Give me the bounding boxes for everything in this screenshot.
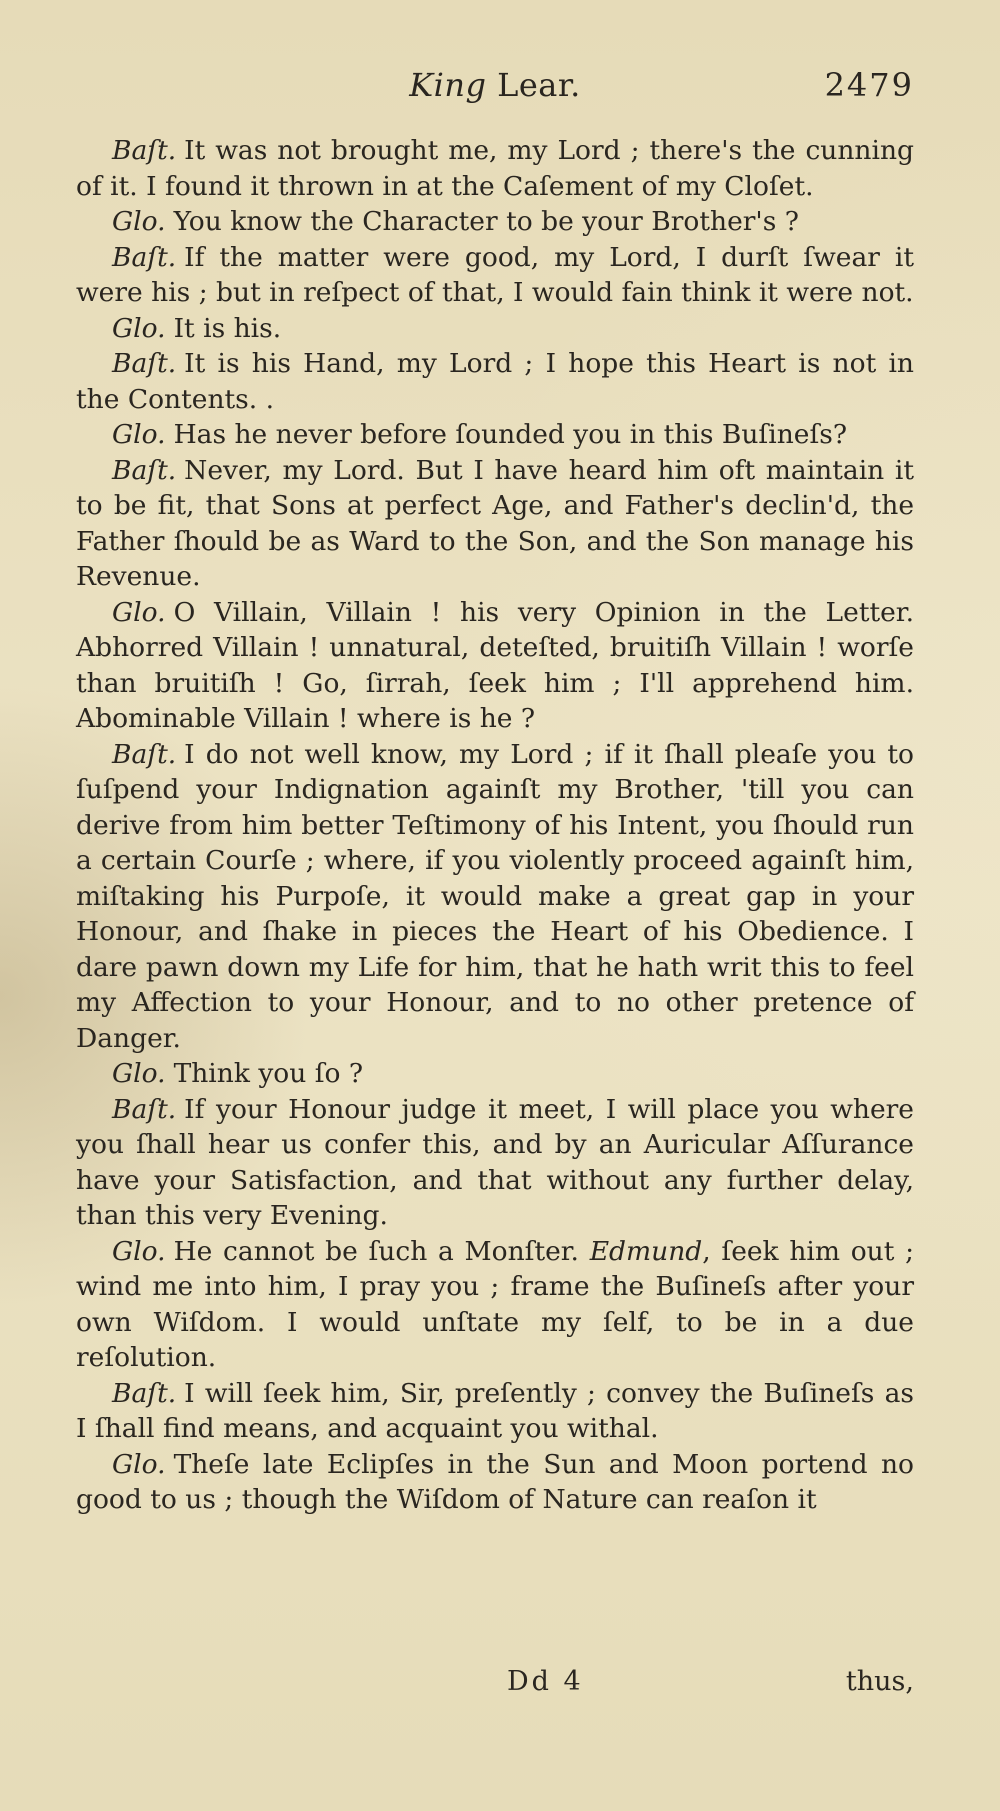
speaker-name: Baſt. (112, 241, 177, 273)
speaker-name: Glo. (112, 1448, 166, 1480)
speech (76, 133, 914, 204)
speech-text: You know the Character to be your Brother's ? (173, 206, 799, 237)
speech (76, 1092, 914, 1234)
page-number: 2479 (824, 66, 914, 104)
title-rest: Lear. (497, 66, 581, 104)
speech (76, 595, 914, 737)
speech-text: O Villain, Villain ! his very Opinion in the Letter. Abhorred Villain ! unnatural, deteſted, bruitiſh Villain ! worſe than bruitiſh ! Go, ſirrah, ſeek him ; I'll apprehend him. Abominable Villain ! where is he ? (76, 596, 914, 734)
character-name: Edmund (589, 1235, 703, 1267)
speech-text: Has he never before ſounded you in this Buſineſs? (173, 419, 848, 450)
signature-mark: Dd 4 (507, 1666, 584, 1697)
speech (76, 1234, 914, 1376)
speech-text: It was not brought me, my Lord ; there's the cunning of it. I found it thrown in at the Caſement of my Cloſet. (76, 135, 914, 202)
speech-text: Think you ſo ? (173, 1058, 364, 1089)
speech (76, 311, 914, 347)
speaker-name: Baſt. (112, 135, 177, 166)
speaker-name: Glo. (112, 596, 166, 628)
speech (76, 1447, 914, 1518)
speaker-name: Glo. (112, 1058, 166, 1089)
page-footer (76, 1666, 914, 1706)
play-text (76, 133, 914, 1518)
speech (76, 1376, 914, 1447)
speech-text: He cannot be ſuch a Monſter. (173, 1235, 579, 1267)
speech-text: If the matter were good, my Lord, I durſt ſwear it were his ; but in reſpect of that, I would fain think it were not. (76, 241, 914, 308)
speaker-name: Glo. (112, 312, 166, 344)
speech-text-continued: , ſeek him out ; wind me into him, I pray you ; frame the Buſineſs after your own Wiſdom. I would unſtate my ſelf, to be in a due reſolution. (76, 1235, 915, 1373)
speech-text: Theſe late Eclipſes in the Sun and Moon portend no good to us ; though the Wiſdom of Nature can reaſon it (76, 1448, 914, 1515)
speech-text: I will ſeek him, Sir, preſently ; convey the Buſineſs as I ſhall find means, and acquaint you withal. (76, 1377, 914, 1444)
speech (76, 417, 914, 453)
speaker-name: Glo. (112, 1235, 166, 1267)
page-header (76, 66, 914, 112)
catchword: thus, (845, 1666, 914, 1697)
speech-text: It is his. (173, 312, 282, 344)
speech (76, 1056, 914, 1092)
speaker-name: Glo. (112, 419, 166, 450)
speaker-name: Glo. (112, 206, 166, 237)
speaker-name: Baſt. (112, 348, 177, 379)
speech-text: I do not well know, my Lord ; if it ſhall pleaſe you to ſuſpend your Indignation againſt my Brother, 'till you can derive from him better Teſtimony of his Intent, you ſhould run a certain Courſe ; where, if you violently proceed againſt him, miſtaking his Purpoſe, it would make a great gap in your Honour, and ſhake in pieces the Heart of his Obedience. I dare pawn down my Life for him, that he hath writ this to feel my Affection to your Honour, and to no other pretence of Danger. (76, 738, 914, 1054)
speaker-name: Baſt. (112, 1377, 177, 1409)
speaker-name: Baſt. (112, 738, 177, 770)
speaker-name: Baſt. (112, 1093, 177, 1125)
speech (76, 240, 914, 311)
speech-text: It is his Hand, my Lord ; I hope this Heart is not in the Contents. . (76, 348, 914, 415)
speaker-name: Baſt. (112, 454, 177, 486)
speech (76, 453, 914, 595)
speech (76, 737, 914, 1057)
speech (76, 346, 914, 417)
speech (76, 204, 914, 240)
speech-text: If your Honour judge it meet, I will place you where you ſhall hear us confer this, and by an Auricular Aſſurance have your Satisfaction, and that without any further delay, than this very Evening. (76, 1093, 914, 1231)
running-title (76, 66, 914, 104)
speech-text: Never, my Lord. But I have heard him oft maintain it to be fit, that Sons at perfect Age, and Father's declin'd, the Father ſhould be as Ward to the Son, and the Son manage his Revenue. (76, 454, 914, 592)
title-italic: King (409, 66, 487, 104)
